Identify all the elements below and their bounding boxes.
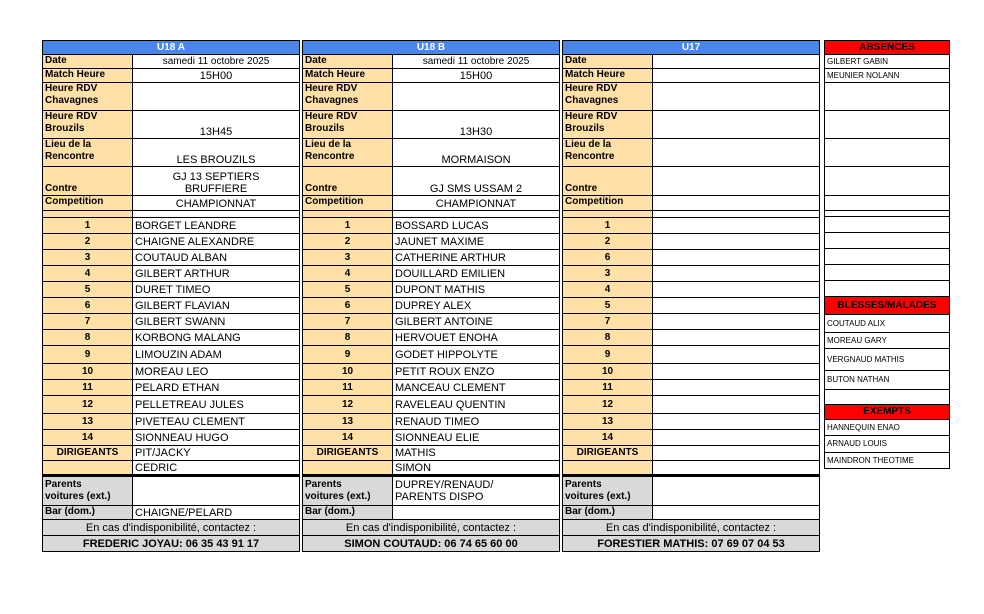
player-name: PELARD ETHAN [133,380,300,396]
blesse-item: COUTAUD ALIX [825,315,950,333]
match-time-label: Match Heure [303,69,393,83]
player-row [563,298,820,314]
empty-cell [825,390,950,405]
player-row [563,218,820,234]
player-name: MOREAU LEO [133,364,300,380]
player-number: 5 [563,298,653,314]
empty-cell [825,167,950,196]
player-row [563,314,820,330]
match-time-label: Match Heure [43,69,133,83]
team-title: U17 [563,41,820,55]
player-name [653,298,820,314]
bar-duty [653,506,820,520]
staff-name [653,446,820,461]
player-number: 8 [303,330,393,346]
blesses-header: BLESSES/MALADES [825,297,950,315]
contact-person: FREDERIC JOYAU: 06 35 43 91 17 [43,536,300,552]
staff-label: DIRIGEANTS [303,446,393,461]
player-row [303,346,560,364]
player-row [303,414,560,430]
player-row [43,364,300,380]
player-name [653,314,820,330]
player-name: RAVELEAU QUENTIN [393,396,560,414]
bar-label: Bar (dom.) [303,506,393,520]
player-name: GILBERT ARTHUR [133,266,300,282]
player-row [303,218,560,234]
player-row [303,380,560,396]
rdv-chavagnes-time [133,83,300,111]
player-number: 6 [303,298,393,314]
player-name: GILBERT ANTOINE [393,314,560,330]
player-row [563,380,820,396]
player-number: 13 [43,414,133,430]
competition: CHAMPIONNAT [393,196,560,211]
parents-drivers [133,476,300,506]
player-number: 14 [303,430,393,446]
player-number: 11 [303,380,393,396]
player-row [303,234,560,250]
player-number: 12 [43,396,133,414]
rdv-chavagnes-label: Heure RDV Chavagnes [303,83,393,111]
staff-name: SIMON [393,461,560,476]
parents-label: Parents voitures (ext.) [563,476,653,506]
rdv-chavagnes-time [393,83,560,111]
player-name [653,346,820,364]
match-date: samedi 11 octobre 2025 [393,55,560,69]
player-number: 12 [303,396,393,414]
rdv-brouzils-label: Heure RDV Brouzils [563,111,653,139]
competition-label: Competition [303,196,393,211]
player-name: BOSSARD LUCAS [393,218,560,234]
player-row [563,346,820,364]
player-number: 9 [303,346,393,364]
player-row [303,266,560,282]
player-name: DURET TIMEO [133,282,300,298]
player-name [653,282,820,298]
rdv-brouzils-time: 13H45 [133,111,300,139]
status-lists [824,40,950,469]
opponent: GJ SMS USSAM 2 [393,167,560,196]
player-row [563,250,820,266]
player-row [43,330,300,346]
player-name [653,218,820,234]
player-name: SIONNEAU HUGO [133,430,300,446]
player-name: PETIT ROUX ENZO [393,364,560,380]
player-number: 7 [303,314,393,330]
player-number: 2 [303,234,393,250]
player-row [43,234,300,250]
player-name [653,364,820,380]
blesse-item: VERGNAUD MATHIS [825,349,950,371]
player-number: 9 [43,346,133,364]
contact-text: En cas d'indisponibilité, contactez : [303,520,560,536]
venue: MORMAISON [393,139,560,167]
player-number: 11 [43,380,133,396]
player-number: 10 [563,364,653,380]
player-row [563,266,820,282]
player-row [43,380,300,396]
player-row [303,282,560,298]
player-row [563,414,820,430]
empty-cell [825,265,950,281]
player-number: 4 [303,266,393,282]
player-row [563,234,820,250]
team-sheet [562,40,820,552]
empty-cell [825,249,950,265]
player-row [43,414,300,430]
player-row [43,250,300,266]
bar-duty [393,506,560,520]
player-number: 2 [43,234,133,250]
parents-drivers: DUPREY/RENAUD/ PARENTS DISPO [393,476,560,506]
player-name [653,330,820,346]
player-number: 14 [43,430,133,446]
rdv-brouzils-label: Heure RDV Brouzils [43,111,133,139]
opponent [653,167,820,196]
player-number: 14 [563,430,653,446]
player-row [303,430,560,446]
match-time: 15H00 [133,69,300,83]
player-number: 1 [43,218,133,234]
player-number: 1 [303,218,393,234]
player-name: PELLETREAU JULES [133,396,300,414]
player-number: 10 [303,364,393,380]
blesse-item: MOREAU GARY [825,333,950,349]
absence-item: GILBERT GABIN [825,55,950,69]
player-name: RENAUD TIMEO [393,414,560,430]
blesse-item: BUTON NATHAN [825,371,950,390]
exempt-item: MAINDRON THEOTIME [825,453,950,469]
bar-duty: CHAIGNE/PELARD [133,506,300,520]
player-name: CHAIGNE ALEXANDRE [133,234,300,250]
player-name: DUPONT MATHIS [393,282,560,298]
player-row [43,396,300,414]
venue [653,139,820,167]
player-number: 8 [43,330,133,346]
player-row [43,430,300,446]
competition-label: Competition [43,196,133,211]
player-row [43,266,300,282]
empty-cell [825,217,950,233]
match-time: 15H00 [393,69,560,83]
rdv-brouzils-label: Heure RDV Brouzils [303,111,393,139]
exempt-item: HANNEQUIN ENAO [825,420,950,436]
player-name: SIONNEAU ELIE [393,430,560,446]
date-label: Date [43,55,133,69]
date-label: Date [563,55,653,69]
competition: CHAMPIONNAT [133,196,300,211]
opponent-label: Contre [303,167,393,196]
venue-label: Lieu de la Rencontre [563,139,653,167]
player-name [653,234,820,250]
rdv-chavagnes-label: Heure RDV Chavagnes [563,83,653,111]
player-number: 1 [563,218,653,234]
player-name: HERVOUET ENOHA [393,330,560,346]
team-sheet [42,40,300,552]
player-name: PIVETEAU CLEMENT [133,414,300,430]
opponent: GJ 13 SEPTIERS BRUFFIERE [133,167,300,196]
player-number: 5 [43,282,133,298]
parents-label: Parents voitures (ext.) [303,476,393,506]
player-row [563,330,820,346]
player-name: GODET HIPPOLYTE [393,346,560,364]
match-date: samedi 11 octobre 2025 [133,55,300,69]
team-sheet [302,40,560,552]
player-name: BORGET LEANDRE [133,218,300,234]
player-name [653,266,820,282]
absence-item: MEUNIER NOLANN [825,69,950,83]
empty-cell [825,139,950,167]
contact-person: FORESTIER MATHIS: 07 69 07 04 53 [563,536,820,552]
empty-cell [825,281,950,297]
match-time [653,69,820,83]
player-number: 3 [43,250,133,266]
player-row [563,364,820,380]
player-row [43,346,300,364]
player-row [563,282,820,298]
player-number: 7 [563,314,653,330]
player-number: 13 [303,414,393,430]
match-time-label: Match Heure [563,69,653,83]
player-name: CATHERINE ARTHUR [393,250,560,266]
player-row [303,314,560,330]
staff-name: MATHIS [393,446,560,461]
player-number: 8 [563,330,653,346]
player-number: 4 [43,266,133,282]
player-row [43,282,300,298]
player-name [653,430,820,446]
player-number: 13 [563,414,653,430]
bar-label: Bar (dom.) [43,506,133,520]
player-number: 6 [43,298,133,314]
empty-cell [825,111,950,139]
player-number: 10 [43,364,133,380]
empty-cell [825,83,950,111]
contact-person: SIMON COUTAUD: 06 74 65 60 00 [303,536,560,552]
player-name: DOUILLARD EMILIEN [393,266,560,282]
player-name: MANCEAU CLEMENT [393,380,560,396]
rdv-brouzils-time [653,111,820,139]
player-number: 12 [563,396,653,414]
staff-name: PIT/JACKY [133,446,300,461]
staff-name: CEDRIC [133,461,300,476]
player-row [43,218,300,234]
parents-label: Parents voitures (ext.) [43,476,133,506]
player-number: 3 [303,250,393,266]
player-name: DUPREY ALEX [393,298,560,314]
staff-name [653,461,820,476]
empty-cell [825,233,950,249]
date-label: Date [303,55,393,69]
bar-label: Bar (dom.) [563,506,653,520]
player-row [303,330,560,346]
venue-label: Lieu de la Rencontre [303,139,393,167]
contact-text: En cas d'indisponibilité, contactez : [43,520,300,536]
player-number: 11 [563,380,653,396]
player-name [653,414,820,430]
player-row [303,250,560,266]
parents-drivers [653,476,820,506]
opponent-label: Contre [563,167,653,196]
staff-label: DIRIGEANTS [43,446,133,461]
match-date [653,55,820,69]
venue-label: Lieu de la Rencontre [43,139,133,167]
player-row [563,396,820,414]
staff-label: DIRIGEANTS [563,446,653,461]
contact-text: En cas d'indisponibilité, contactez : [563,520,820,536]
player-name: LIMOUZIN ADAM [133,346,300,364]
player-name: GILBERT SWANN [133,314,300,330]
player-name: COUTAUD ALBAN [133,250,300,266]
rdv-chavagnes-time [653,83,820,111]
player-name: GILBERT FLAVIAN [133,298,300,314]
venue: LES BROUZILS [133,139,300,167]
player-row [43,314,300,330]
player-name [653,380,820,396]
team-title: U18 A [43,41,300,55]
player-name: JAUNET MAXIME [393,234,560,250]
player-name [653,250,820,266]
competition [653,196,820,211]
opponent-label: Contre [43,167,133,196]
player-number: 2 [563,234,653,250]
team-title: U18 B [303,41,560,55]
rdv-brouzils-time: 13H30 [393,111,560,139]
player-number: 6 [563,250,653,266]
empty-cell [825,196,950,211]
player-number: 5 [303,282,393,298]
player-row [303,396,560,414]
player-name [653,396,820,414]
player-number: 4 [563,282,653,298]
player-row [43,298,300,314]
player-number: 3 [563,266,653,282]
player-row [303,298,560,314]
player-name: KORBONG MALANG [133,330,300,346]
rdv-chavagnes-label: Heure RDV Chavagnes [43,83,133,111]
exempts-header: EXEMPTS [825,405,950,420]
player-number: 9 [563,346,653,364]
player-number: 7 [43,314,133,330]
player-row [563,430,820,446]
exempt-item: ARNAUD LOUIS [825,436,950,453]
player-row [303,364,560,380]
competition-label: Competition [563,196,653,211]
absences-header: ABSENCES [825,41,950,55]
